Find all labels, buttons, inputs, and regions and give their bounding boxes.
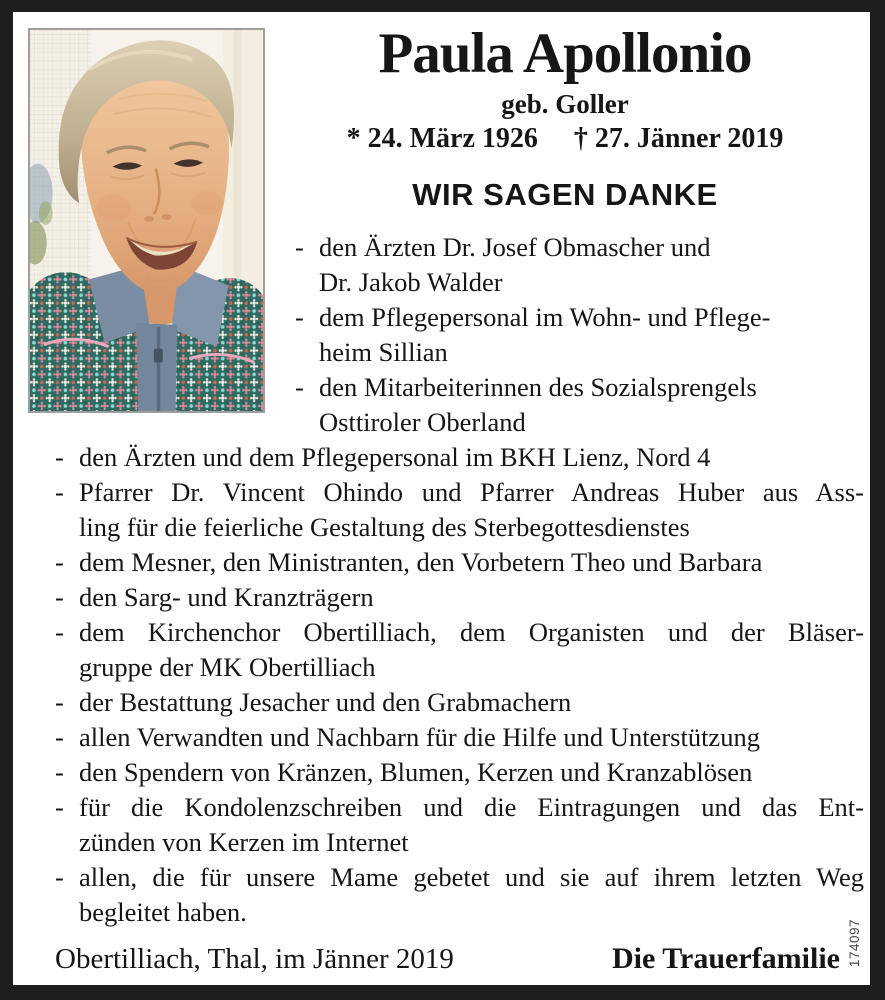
thanks-item-lines: [319, 300, 862, 370]
thanks-line: heim Sillian: [319, 337, 448, 368]
deceased-name: Paula Apollonio: [378, 22, 752, 85]
thanks-line: gruppe der MK Obertilliach: [79, 652, 376, 683]
thanks-item: [55, 790, 864, 860]
bullet-dash: -: [55, 442, 64, 473]
bullet-dash: -: [55, 617, 64, 648]
bullet-dash: -: [55, 862, 64, 893]
bullet-dash: -: [55, 582, 64, 613]
thanks-line: der Bestattung Jesacher und den Grabmachern: [79, 687, 572, 718]
thanks-item: [295, 230, 862, 300]
bullet-dash: -: [55, 687, 64, 718]
thanks-line: begleitet haben.: [79, 897, 247, 928]
thanks-line: dem Pflegepersonal im Wohn- und Pflege-: [319, 302, 771, 333]
bullet-dash: -: [55, 792, 64, 823]
bullet-dash: -: [295, 372, 304, 403]
notice-footer: [55, 942, 840, 976]
thanks-line: den Spendern von Kränzen, Blumen, Kerzen und Kranzablösen: [79, 757, 753, 788]
thanks-line: den Sarg- und Kranzträgern: [79, 582, 374, 613]
thanks-item-lines: [79, 860, 864, 930]
notice-header: [265, 12, 865, 213]
thanks-item: [55, 685, 864, 720]
thanks-item-lines: [79, 685, 864, 720]
portrait-illustration: [30, 30, 263, 411]
thanks-line: allen, die für unsere Mame gebetet und sie auf ihrem letzten Weg: [79, 862, 864, 893]
thanks-item: [55, 615, 864, 685]
thanks-item: [55, 720, 864, 755]
thanks-item-lines: [79, 755, 864, 790]
thanks-line: ling für die feierliche Gestaltung des Sterbegottesdienstes: [79, 512, 690, 543]
thanks-item: [55, 475, 864, 545]
thanks-item: [295, 370, 862, 440]
thanks-item: [55, 545, 864, 580]
death-date: † 27. Jänner 2019: [573, 123, 784, 155]
thanks-item: [55, 580, 864, 615]
thanks-item-lines: [79, 440, 864, 475]
bullet-dash: -: [55, 477, 64, 508]
thanks-line: dem Mesner, den Ministranten, den Vorbetern Theo und Barbara: [79, 547, 763, 578]
thanks-item: [55, 440, 864, 475]
bullet-dash: -: [55, 547, 64, 578]
thanks-list-beside-photo: [295, 230, 862, 440]
bullet-dash: -: [55, 757, 64, 788]
birth-date: * 24. März 1926: [346, 123, 538, 155]
reference-number: 174097: [847, 918, 862, 967]
bullet-dash: -: [295, 232, 304, 263]
thanks-line: dem Kirchenchor Obertilliach, dem Organisten und der Bläser-: [79, 617, 864, 648]
thanks-item-lines: [79, 545, 864, 580]
notice-sheet: [13, 12, 870, 985]
closing-signature: Die Trauerfamilie: [612, 942, 840, 976]
thanks-line: Pfarrer Dr. Vincent Ohindo und Pfarrer Andreas Huber aus Ass-: [79, 477, 864, 508]
portrait-photo: [28, 28, 265, 413]
thanks-heading: WIR SAGEN DANKE: [412, 177, 718, 213]
bullet-dash: -: [55, 722, 64, 753]
thanks-line: Osttiroler Oberland: [319, 407, 526, 438]
thanks-list-full-width: [55, 440, 864, 930]
thanks-line: Dr. Jakob Walder: [319, 267, 503, 298]
thanks-line: den Ärzten Dr. Josef Obmascher und: [319, 232, 711, 263]
thanks-line: für die Kondolenzschreiben und die Eintragungen und das Ent-: [79, 792, 864, 823]
thanks-item-lines: [79, 615, 864, 685]
thanks-line: den Ärzten und dem Pflegepersonal im BKH Lienz, Nord 4: [79, 442, 711, 473]
thanks-line: zünden von Kerzen im Internet: [79, 827, 409, 858]
thanks-line: allen Verwandten und Nachbarn für die Hilfe und Unterstützung: [79, 722, 760, 753]
thanks-item-lines: [319, 370, 862, 440]
closing-place-date: Obertilliach, Thal, im Jänner 2019: [55, 943, 454, 976]
thanks-item-lines: [79, 475, 864, 545]
thanks-item: [55, 860, 864, 930]
maiden-name: geb. Goller: [501, 89, 629, 120]
thanks-item-lines: [79, 720, 864, 755]
thanks-line: den Mitarbeiterinnen des Sozialsprengels: [319, 372, 757, 403]
thanks-item-lines: [319, 230, 862, 300]
thanks-item-lines: [79, 790, 864, 860]
life-dates: [265, 123, 865, 155]
thanks-item: [295, 300, 862, 370]
thanks-item: [55, 755, 864, 790]
bullet-dash: -: [295, 302, 304, 333]
thanks-item-lines: [79, 580, 864, 615]
